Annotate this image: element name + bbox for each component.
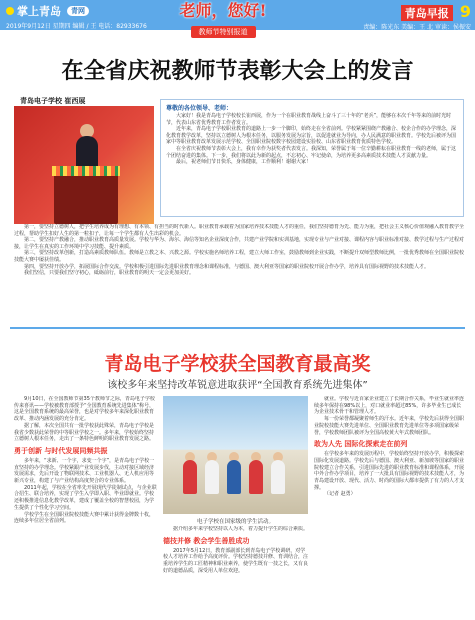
body-paragraph: 每一份荣誉都凝聚着师生的汗水。近年来，学校先后获得全国职业院校技能大赛先进单位、全国职业教育先进单位等多项国家级荣誉，学校教师团队被评为全国高校黄大年式教师团队。: [314, 416, 464, 436]
body-paragraph: 第二，要坚持产教融合，推动职业教育高质量发展。学校与华为、海尔、海信等知名企业深度合作，共建产业学院和实训基地，实现专业与产业对接、课程内容与职业标准对接、教学过程与生产过程对接，让学生在真实的工作环境中学习技能、提升素质。: [14, 237, 464, 250]
body-paragraph: 2017年5月12日，教育部副部长到青岛电子学校调研，对学校人才培养工作给予高度评价。学校坚持德技并修、育训结合，注重培养学生的工匠精神和职业素养，使学生既有一技之长，又有良好的道德品质，深受用人单位欢迎。: [163, 547, 308, 574]
masthead-right: [363, 2, 471, 31]
section-slogan: 老师，您好!: [179, 1, 267, 20]
student-shape: [205, 460, 219, 494]
body-paragraph: 2011年起，学校在全省率先开展现代学徒制试点，与企业联合招生、联合培养，实现了学生入学即入职、毕业即就业。学校还积极推进信息化教学改革，建成了覆盖全校的智慧校园，为学生提供了个性化学习空间。: [14, 484, 157, 511]
photo-caption: 电子学校在国家级的学生活动。: [196, 519, 274, 525]
section-subheading: 德技并修 教会学生善胜成功: [163, 536, 250, 545]
article2-headline: 青岛电子学校获全国教育最高奖: [104, 353, 371, 375]
masthead-center: [148, 2, 298, 38]
article1-byline: 青岛电子学校 崔西展: [20, 97, 86, 105]
masthead: [0, 0, 475, 36]
body-paragraph: 第四，要坚持开放办学，拓展国际合作交流。学校积极引进国际先进职业教育理念和课程标准，与德国、澳大利亚等国家的职业院校开展合作办学，培养具有国际视野的技术技能人才。: [24, 263, 430, 270]
issue-meta: 2019年9月12日 星期四 编辑 / 王 电话：82933676: [6, 23, 147, 30]
body-paragraph: 就业。学校与近百家企业建立了长期合作关系，毕业生就业率连续多年保持在98%以上，对口就业率超过85%，许多毕业生已成长为企业技术骨干和管理人才。: [314, 396, 464, 416]
newspaper-logo: 青岛早报: [401, 5, 453, 21]
body-paragraph: 多年来，“求新、一个字，求变一个字”，是青岛电子学校一直坚持的办学理念。学校紧跟产业发展步伐，主动对接区域经济发展需求，先后开设了物联网技术、工业机器人、无人机应用等新兴专业，构建了与产业结构高度契合的专业体系。: [14, 457, 155, 485]
student-shape: [271, 460, 285, 494]
body-paragraph: 据介绍多年来学校坚持以人为本，着力提升学生的综合素质。: [173, 526, 308, 532]
body-paragraph: 据了解，本次全国共有一批学校获此殊荣，青岛电子学校是我省少数获此荣誉的中等职业学校之一。多年来，学校始终坚持立德树人根本任务，走出了一条特色鲜明的职业教育发展之路。: [14, 422, 155, 443]
article1-headline: 在全省庆祝教师节表彰大会上的发言: [61, 58, 414, 84]
flowers-shape: [52, 166, 120, 176]
article2-column-2: [163, 526, 308, 618]
section-subheading: 敢为人先 国际化探索走在前列: [314, 440, 408, 449]
body-paragraph: 学校学生在全国职业院校技能大赛中累计获得金牌数十枚，连续多年位居全省前列。: [14, 511, 155, 525]
speech-box: [160, 99, 464, 217]
body-paragraph: 我们坚信，只要我们坚守初心，砥砺前行，职业教育的明天一定会更加美好。: [24, 270, 195, 277]
body-paragraph: 第一，要坚持立德树人，把学生培养成为有理想、有本领、有担当的时代新人。职业教育承载着为国家培养技术技能人才的重任，我们坚持德育为先、能力为重，把社会主义核心价值观融入教育教学全过程，帮助学生扣好人生的第一粒扣子，让每一个学生都有人生出彩的机会。: [14, 224, 464, 237]
speech-paragraph: 在全省庆祝教师节表彰大会上，我有幸作为获奖者代表发言。我深知，荣誉属于每一位辛勤耕耘在职业教育一线的老师，属于这个团结奋进的集体。下一步，我们将以此为新的起点，不忘初心、牢记使命，为培养更多高素质技术技能人才贡献力量。: [166, 145, 457, 159]
body-paragraph: 在学校多年来的发展历程中，学校始终坚持开放办学，积极探索国际化发展道路。学校先后与德国、澳大利亚、新加坡等国家的职业院校建立合作关系，引进国际先进的职业教育标准和课程体系，开展中外合作办学项目，培养了一大批具有国际视野的技术技能人才，为青岛建设开放、现代、活力、时尚的国际大都市提供了有力的人才支撑。: [314, 451, 464, 491]
section-divider: [10, 327, 465, 329]
brand: [6, 3, 147, 19]
student-shape: [183, 460, 197, 494]
students-photo: [163, 396, 308, 514]
masthead-left: [6, 3, 147, 30]
speech-paragraph: 近年来，青岛电子学校职业教育的道路上一步一个脚印，始终走在全省前列。学校紧紧围绕产教融合、校企合作的办学理念，深化教育教学改革，坚持以立德树人为根本任务，以服务发展为宗旨，以促进就业为导向，办人民满意的职业教育。学校先后被评为国家中等职业教育改革发展示范学校、全国职业院校数字校园建设实验校、山东省职业教育优质特色学校。: [166, 126, 457, 146]
brand-name: 掌上青岛: [17, 5, 61, 18]
student-shape: [249, 460, 263, 494]
article1-body: [14, 224, 464, 319]
speech-title: 尊敬的各位领导、老师：: [166, 105, 233, 112]
speech-paragraph: 最后，祝老师们节日快乐，身体健康，工作顺利！谢谢大家！: [176, 159, 312, 166]
body-paragraph: 9月10日，在全国教师节第35个教师节之际，青岛电子学校传来喜讯——学校被教育部授予“全国教育系统先进集体”称号，这是全国教育系统的最高荣誉，也是对学校多年来深化职业教育改革、推动内涵发展的充分肯定。: [14, 396, 155, 423]
page-number: 9: [459, 2, 471, 21]
section-subtitle: 教师节特别报道: [191, 26, 256, 38]
article2-column-1: [14, 396, 157, 618]
speaker-photo: [14, 106, 154, 224]
sun-logo-icon: [6, 7, 14, 15]
podium-shape: [54, 172, 118, 224]
brand-pill: 青网: [67, 6, 89, 16]
article2-subhead: 该校多年来坚持改革锐意进取获评“全国教育系统先进集体”: [107, 380, 368, 391]
student-shape: [227, 460, 241, 494]
editor-info: 责编：陈光东 美编：王 北 审读：侯振安: [363, 24, 471, 31]
speech-paragraph: 大家好！我是青岛电子学校校长崔西展，作为一个在职业教育战线上奋斗了三十年的“老兵”，能够在本次千年等来的前时光时节，代表山东省优秀教育工作者发言。: [166, 113, 452, 126]
article2-column-3: [314, 396, 464, 618]
section-subheading: 勇于创新 与时代发展同频共振: [14, 446, 108, 455]
body-paragraph: （记者 赵勇）: [324, 491, 356, 498]
body-paragraph: 第三，要坚持改革创新，打造高素质教师队伍。教师是立教之本、兴教之源。学校实施名师培养工程，建立大师工作室，鼓励教师到企业实践，不断提升双师型教师比例，一批优秀教师在全国职业院校技能大赛中屡获佳绩。: [14, 250, 464, 263]
